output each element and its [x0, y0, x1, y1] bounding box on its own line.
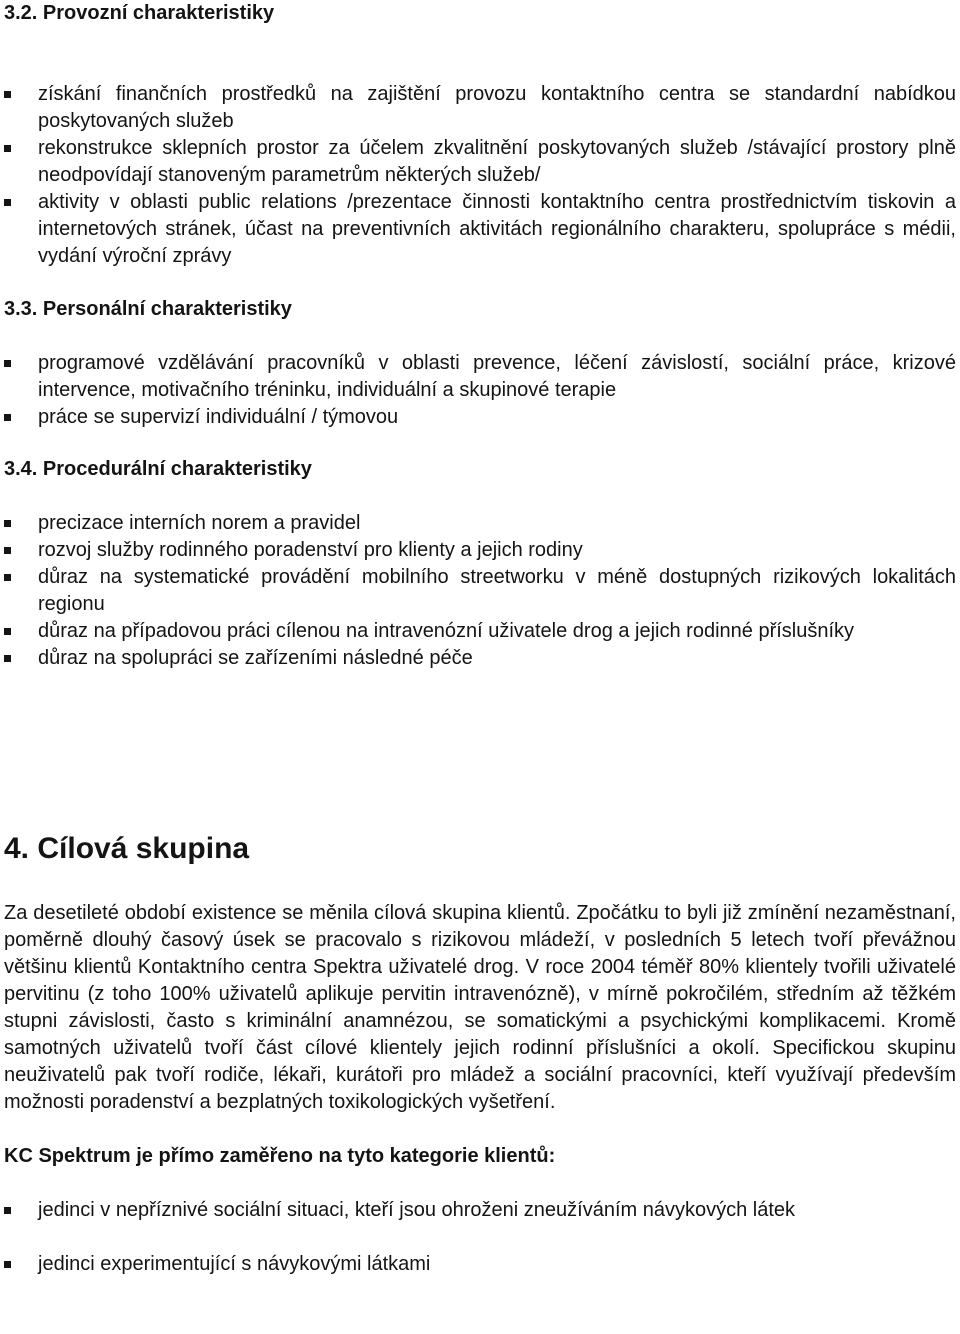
list-item: jedinci v nepříznivé sociální situaci, kteří jsou ohroženi zneužíváním návykových látek [4, 1197, 956, 1224]
subheading: KC Spektrum je přímo zaměřeno na tyto kategorie klientů: [4, 1145, 556, 1167]
list-item: rekonstrukce sklepních prostor za účelem zkvalitnění poskytovaných služeb /stávající prostory plně neodpovídají stanoveným parametrům některých služeb/ [4, 135, 956, 189]
list-item: aktivity v oblasti public relations /prezentace činnosti kontaktního centra prostřednictvím tiskovin a internetových stránek, účast na preventivních aktivitách regionálního charakteru, spolupráce s médii, vydání výroční zprávy [4, 189, 956, 270]
list-item: rozvoj služby rodinného poradenství pro klienty a jejich rodiny [4, 537, 956, 564]
section-3-4 [4, 456, 956, 672]
list-item: důraz na spolupráci se zařízeními následné péče [4, 645, 956, 672]
body-paragraph: Za desetileté období existence se měnila cílová skupina klientů. Zpočátku to byli již zmínění nezaměstnaní, poměrně dlouhý časový úsek se pracovalo s rizikovou mládeží, v posledních 5 letech tvoří převážnou většinu klientů Kontaktního centra Spektra uživatelé drog. V roce 2004 téměř 80% klientely tvořili uživatelé pervitinu (z toho 100% uživatelů aplikuje pervitin intravenózně), v mírně pokročilém, středním až těžkém stupni závislosti, často s kriminální anamnézou, se somatickými a psychickými komplikacemi. Kromě samotných uživatelů tvoří část cílové klientely jejich rodinní příslušníci a okolí. Specifickou skupinu neuživatelů pak tvoří rodiče, lékaři, kurátoři pro mládež a sociální pracovníci, kteří využívají především možnosti poradenství a bezplatných toxikologických vyšetření. [4, 902, 956, 1113]
bullet-list [4, 81, 956, 270]
bullet-list [4, 1197, 956, 1278]
list-item: jedinci experimentující s návykovými látkami [4, 1251, 956, 1278]
section-4 [4, 832, 956, 1278]
bullet-list [4, 350, 956, 431]
list-item: precizace interních norem a pravidel [4, 510, 956, 537]
section-heading: 3.2. Provozní charakteristiky [4, 2, 275, 24]
list-item: programové vzdělávání pracovníků v oblasti prevence, léčení závislostí, sociální práce, krizové intervence, motivačního tréninku, individuální a skupinové terapie [4, 350, 956, 404]
list-item: práce se supervizí individuální / týmovou [4, 404, 956, 431]
bullet-list [4, 510, 956, 672]
section-heading: 3.4. Procedurální charakteristiky [4, 458, 312, 480]
section-heading: 4. Cílová skupina [4, 832, 250, 865]
list-item: důraz na případovou práci cílenou na intravenózní uživatele drog a jejich rodinné příslušníky [4, 618, 956, 645]
list-item: získání finančních prostředků na zajištění provozu kontaktního centra se standardní nabídkou poskytovaných služeb [4, 81, 956, 135]
section-3-2 [4, 0, 956, 270]
list-item: důraz na systematické provádění mobilního streetworku v méně dostupných rizikových lokalitách regionu [4, 564, 956, 618]
section-heading: 3.3. Personální charakteristiky [4, 298, 292, 320]
section-3-3 [4, 296, 956, 431]
